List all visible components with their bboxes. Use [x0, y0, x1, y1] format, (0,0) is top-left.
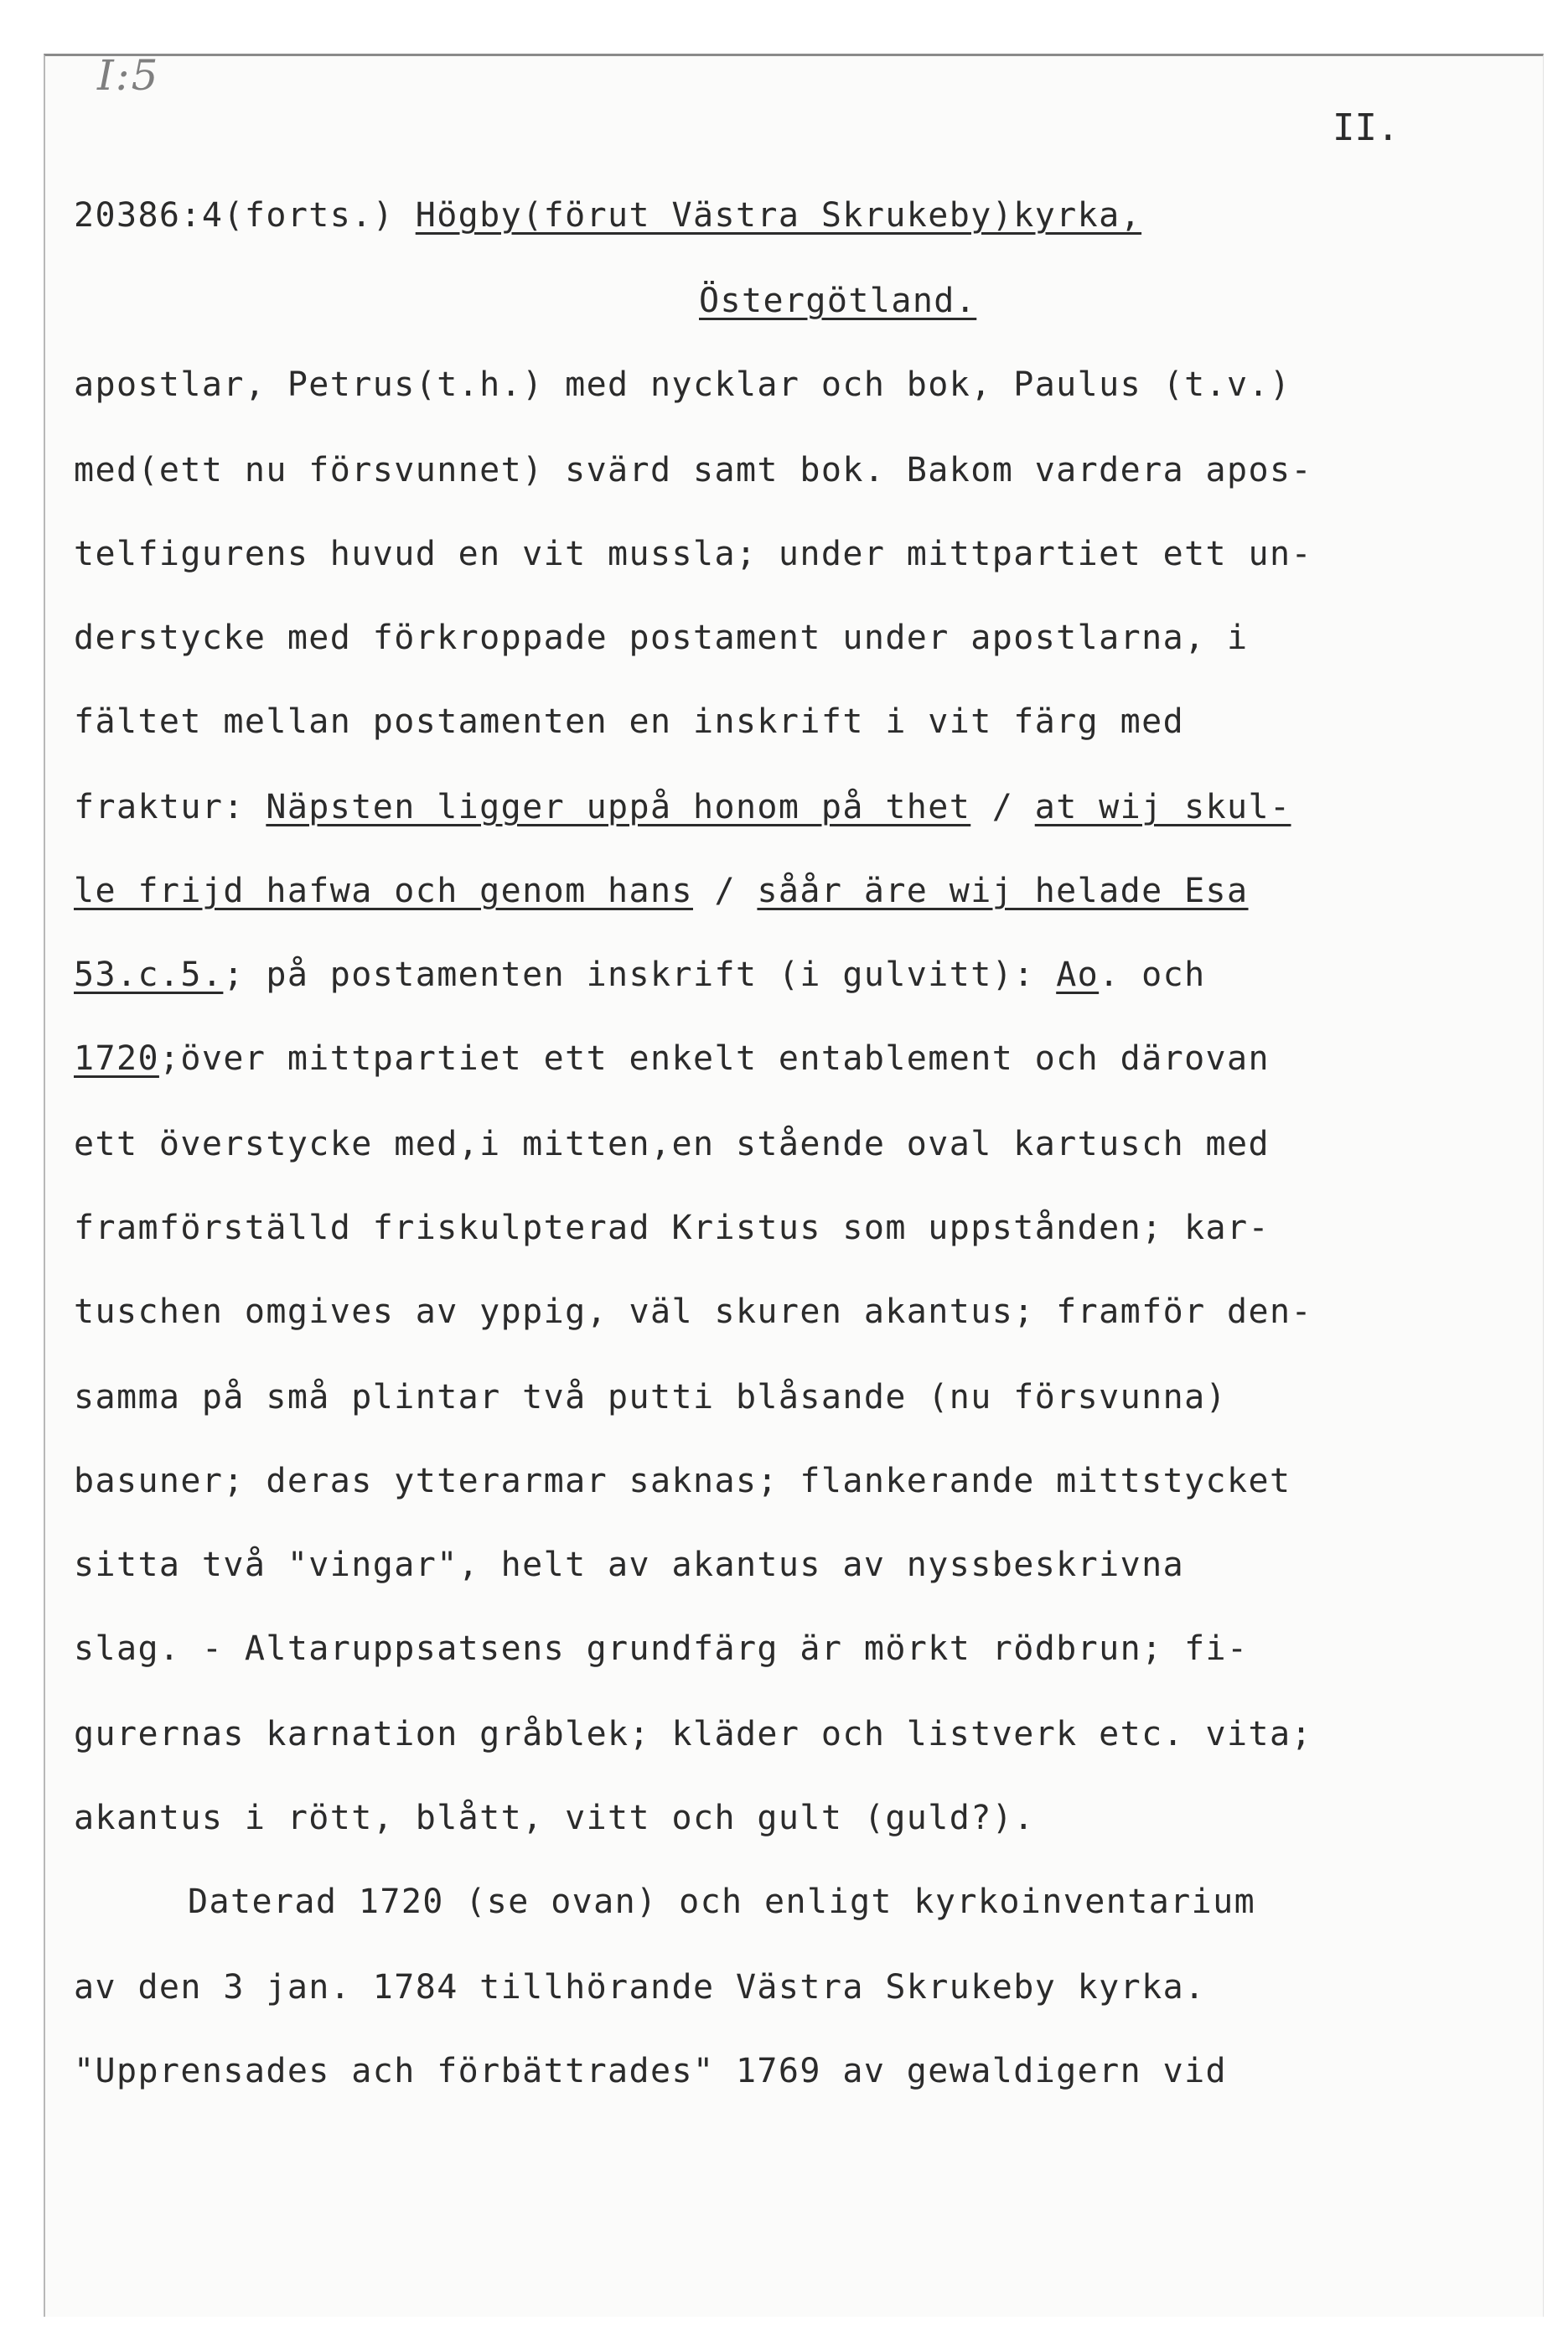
page-number: II.: [1333, 106, 1400, 149]
fraktur-prefix: fraktur:: [74, 788, 267, 826]
heading-region: Östergötland.: [699, 282, 977, 320]
reference-rest: . och: [1099, 956, 1206, 994]
handwritten-mark: I:5: [97, 51, 160, 100]
inscription-quote: at wij skul-: [1034, 788, 1291, 826]
year-rest: ;över mittpartiet ett enkelt entablement och därovan: [158, 1039, 1270, 1078]
text-line-fraktur: [74, 785, 1549, 829]
text-line: apostlar, Petrus(t.h.) med nycklar och bok, Paulus (t.v.): [74, 365, 1291, 404]
text-line: "Upprensades ach förbättrades" 1769 av gewaldigern vid: [74, 2052, 1228, 2090]
inscription-year: 1720: [74, 1039, 159, 1078]
inscription-quote: le frijd hafwa och genom hans: [74, 872, 693, 910]
text-line: sitta två "vingar", helt av akantus av nyssbeskrivna: [74, 1546, 1185, 1584]
text-line: fältet mellan postamenten en inskrift i vit färg med: [74, 702, 1185, 741]
anno-abbreviation: Ao: [1056, 956, 1100, 994]
text-line: av den 3 jan. 1784 tillhörande Västra Skrukeby kyrka.: [74, 1968, 1206, 2007]
heading-line: [74, 194, 1549, 237]
heading-subtitle-line: [699, 279, 1202, 323]
text-line-year: [74, 1037, 1549, 1080]
reference-text: ; på postamenten inskrift (i gulvitt):: [223, 956, 1057, 994]
inscription-quote: såår äre wij helade Esa: [757, 872, 1249, 910]
text-line: slag. - Altaruppsatsens grundfärg är mörkt rödbrun; fi-: [74, 1629, 1249, 1668]
text-line-reference: [74, 953, 1549, 997]
inscription-separator: /: [692, 872, 758, 910]
text-line: med(ett nu försvunnet) svärd samt bok. Bakom vardera apos-: [74, 451, 1312, 489]
inscription-separator: /: [970, 788, 1035, 826]
text-line: akantus i rött, blått, vitt och gult (guld?).: [74, 1799, 1035, 1837]
paragraph-first-line: Daterad 1720 (se ovan) och enligt kyrkoinventarium: [188, 1883, 1256, 1921]
text-line: framförställd friskulpterad Kristus som uppstånden; kar-: [74, 1209, 1270, 1247]
text-line: telfigurens huvud en vit mussla; under mittpartiet ett un-: [74, 535, 1312, 573]
catalog-number: 20386:4(forts.): [74, 196, 395, 235]
text-line: samma på små plintar två putti blåsande (nu försvunna): [74, 1378, 1228, 1417]
text-line: derstycke med förkroppade postament under apostlarna, i: [74, 619, 1249, 657]
text-line: tuschen omgives av yppig, väl skuren akantus; framför den-: [74, 1292, 1312, 1331]
text-line: gurernas karnation gråblek; kläder och listverk etc. vita;: [74, 1715, 1312, 1753]
text-line: ett överstycke med,i mitten,en stående oval kartusch med: [74, 1125, 1270, 1163]
archive-card: [44, 51, 1544, 2317]
text-line-inscription: [74, 869, 1549, 913]
heading-title: Högby(förut Västra Skrukeby)kyrka,: [415, 196, 1142, 235]
bible-reference: 53.c.5.: [74, 956, 224, 994]
text-line: basuner; deras ytterarmar saknas; flankerande mittstycket: [74, 1462, 1291, 1500]
inscription-quote: Näpsten ligger uppå honom på thet: [266, 788, 971, 826]
